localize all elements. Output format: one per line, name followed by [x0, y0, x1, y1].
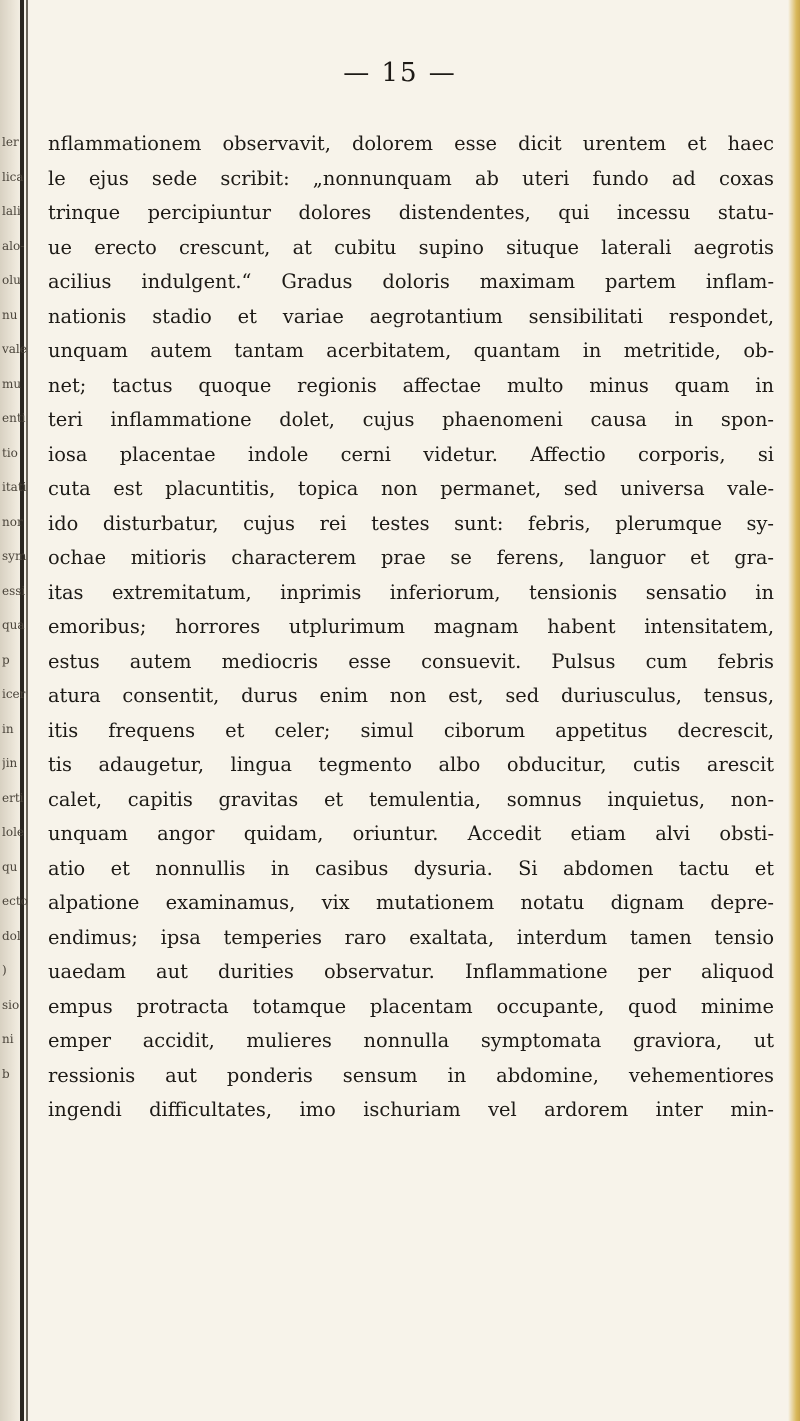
margin-fragment: lole — [2, 825, 25, 839]
text-line: uaedam aut durities observatur. Inflammatione per aliquod — [48, 960, 774, 983]
margin-fragment: ) — [2, 963, 7, 977]
text-line: atio et nonnullis in casibus dysuria. Si abdomen tactu et — [48, 856, 774, 880]
margin-fragment: tio — [2, 445, 18, 460]
margin-fragment: sio — [2, 997, 20, 1012]
margin-fragment: p — [2, 652, 10, 667]
text-line: net; tactus quoque regionis affectae multo minus quam in — [48, 373, 774, 397]
text-line: ingendi difficultates, imo ischuriam vel ardorem inter min- — [48, 1098, 774, 1121]
margin-fragment: b — [2, 1066, 10, 1081]
text-line: teri inflammatione dolet, cujus phaenomeni causa in spon- — [48, 408, 774, 431]
margin-fragment: mu — [2, 376, 22, 391]
body-text — [48, 127, 774, 1128]
text-line: endimus; ipsa temperies raro exaltata, interdum tamen tensio — [48, 925, 774, 949]
text-line: ido disturbatur, cujus rei testes sunt: febris, plerumque sy- — [48, 511, 774, 535]
margin-fragment: itati — [2, 480, 27, 494]
text-line: cuta est placuntitis, topica non permanet, sed universa vale- — [48, 477, 774, 500]
text-line: empus protracta totamque placentam occupante, quod minime — [48, 994, 774, 1018]
margin-fragment: olu — [2, 273, 21, 287]
margin-fragment: ler — [2, 135, 19, 149]
text-line: itis frequens et celer; simul ciborum appetitus decrescit, — [48, 718, 774, 742]
margin-fragment: alo- — [2, 238, 25, 253]
text-line: itas extremitatum, inprimis inferiorum, tensionis sensatio in — [48, 580, 774, 604]
text-line: unquam autem tantam acerbitatem, quantam in metritide, ob- — [48, 339, 774, 362]
text-line: unquam angor quidam, oriuntur. Accedit etiam alvi obsti- — [48, 822, 774, 845]
text-line: ochae mitioris characterem prae se ferens, languor et gra- — [48, 546, 774, 569]
margin-fragment: nu — [2, 307, 18, 322]
margin-fragment: qua — [2, 618, 25, 632]
margin-fragment: lali — [2, 204, 21, 218]
text-line: nationis stadio et variae aegrotantium sensibilitati respondet, — [48, 304, 774, 328]
margin-fragment: lica — [2, 169, 24, 184]
margin-fragment: nor — [2, 514, 23, 529]
margin-fragment: vale — [2, 342, 27, 356]
page-number: — 15 — — [343, 58, 457, 88]
margin-fragment: sym — [2, 549, 27, 563]
text-line: estus autem mediocris esse consuevit. Pulsus cum febris — [48, 649, 774, 673]
text-line: le ejus sede scribit: „nonnunquam ab uteri fundo ad coxas — [48, 166, 774, 190]
text-line: calet, capitis gravitas et temulentia, somnus inquietus, non- — [48, 787, 774, 811]
page-edge — [788, 0, 800, 1421]
margin-fragment: dol — [2, 928, 21, 943]
text-line: atura consentit, durus enim non est, sed duriusculus, tensus, — [48, 684, 774, 707]
margin-fragment: qu — [2, 859, 18, 874]
text-line: trinque percipiuntur dolores distendentes, qui incessu statu- — [48, 201, 774, 224]
margin-fragment: ni — [2, 1032, 14, 1046]
margin-fragment: enti — [2, 411, 26, 425]
text-line: nflammationem observavit, dolorem esse dicit urentem et haec — [48, 132, 774, 155]
text-line: alpatione examinamus, vix mutationem notatu dignam depre- — [48, 891, 774, 914]
text-line: acilius indulgent.“ Gradus doloris maximam partem inflam- — [48, 270, 774, 293]
margin-fragment: icer — [2, 687, 26, 701]
margin-fragment: erti — [2, 790, 24, 805]
margin-fragment: in — [2, 721, 14, 736]
text-line: emper accidit, mulieres nonnulla symptomata graviora, ut — [48, 1029, 774, 1052]
text-line: ue erecto crescunt, at cubitu supino situque laterali aegrotis — [48, 235, 774, 259]
text-line: ressionis aut ponderis sensum in abdomine, vehementiores — [48, 1063, 774, 1087]
text-line: tis adaugetur, lingua tegmento albo obducitur, cutis arescit — [48, 753, 774, 776]
margin-fragment: ecto — [2, 894, 28, 908]
margin-fragment: essi — [2, 583, 26, 598]
text-line: iosa placentae indole cerni videtur. Affectio corporis, si — [48, 442, 774, 466]
margin-fragment: jin — [2, 756, 18, 770]
text-line: emoribus; horrores utplurimum magnam habent intensitatem, — [48, 615, 774, 638]
